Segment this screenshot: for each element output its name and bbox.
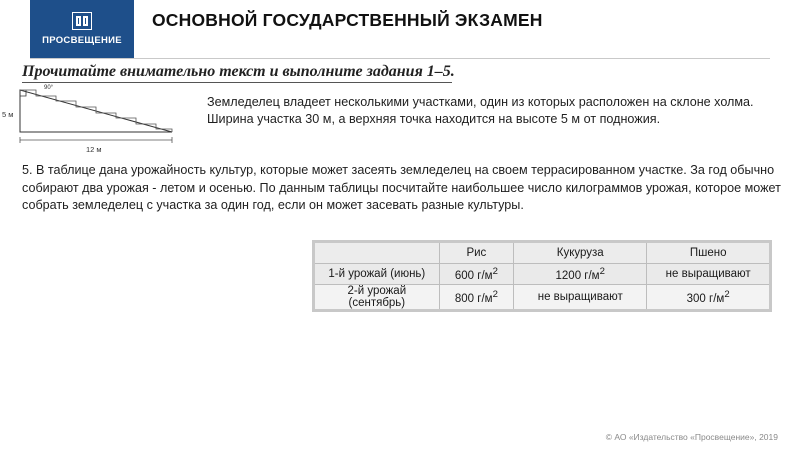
table-header-row bbox=[314, 242, 771, 264]
table-header-cell bbox=[314, 242, 440, 264]
angle-label: 90° bbox=[44, 85, 54, 91]
yield-table bbox=[312, 240, 772, 312]
publisher-logo bbox=[30, 0, 134, 58]
copyright-footer: © АО «Издательство «Просвещение», 2019 bbox=[605, 432, 778, 442]
task-5-text: 5. В таблице дана урожайность культур, которые может засеять земледелец на своем террасированном участке. За год обычно собирают два урожая - летом и осенью. По данным таблицы посчитайте наибольшее число килограммов урожая, которое может собрать земледелец с участка за один год, если он может засевать разные культуры. bbox=[22, 163, 781, 212]
table-cell: 600 $г/м^2$ bbox=[439, 264, 514, 285]
table-header-cell: Пшено bbox=[647, 242, 771, 264]
table-row bbox=[314, 285, 771, 311]
table-cell: 1200 $г/м^2$ bbox=[514, 264, 647, 285]
table-header-cell: Кукуруза bbox=[514, 242, 647, 264]
page-title: ОСНОВНОЙ ГОСУДАРСТВЕННЫЙ ЭКЗАМЕН bbox=[152, 10, 543, 30]
base-label: 12 м bbox=[86, 145, 102, 154]
problem-description: Земледелец владеет несколькими участками, один из которых расположен на склоне холма. Ширина участка 30 м, а верхняя точка находится на высоте 5 м от подножия. bbox=[207, 95, 754, 126]
table-cell: не выращивают bbox=[647, 264, 771, 285]
table-cell: 300 $г/м^2$ bbox=[647, 285, 771, 311]
table-header-cell: Рис bbox=[439, 242, 514, 264]
hill-slope-diagram bbox=[0, 82, 200, 162]
table-cell: 800 $г/м^2$ bbox=[439, 285, 514, 311]
logo-text: ПРОСВЕЩЕНИЕ bbox=[42, 35, 122, 46]
instruction-heading: Прочитайте внимательно текст и выполните задания 1–5. bbox=[22, 63, 455, 80]
table-cell: 1-й урожай (июнь) bbox=[314, 264, 440, 285]
table-row bbox=[314, 264, 771, 285]
header-divider bbox=[30, 58, 770, 59]
table-cell: не выращивают bbox=[514, 285, 647, 311]
book-emblem-icon bbox=[72, 12, 92, 30]
height-label: 5 м bbox=[2, 110, 14, 119]
table-cell: 2-й урожай (сентябрь) bbox=[314, 285, 440, 311]
